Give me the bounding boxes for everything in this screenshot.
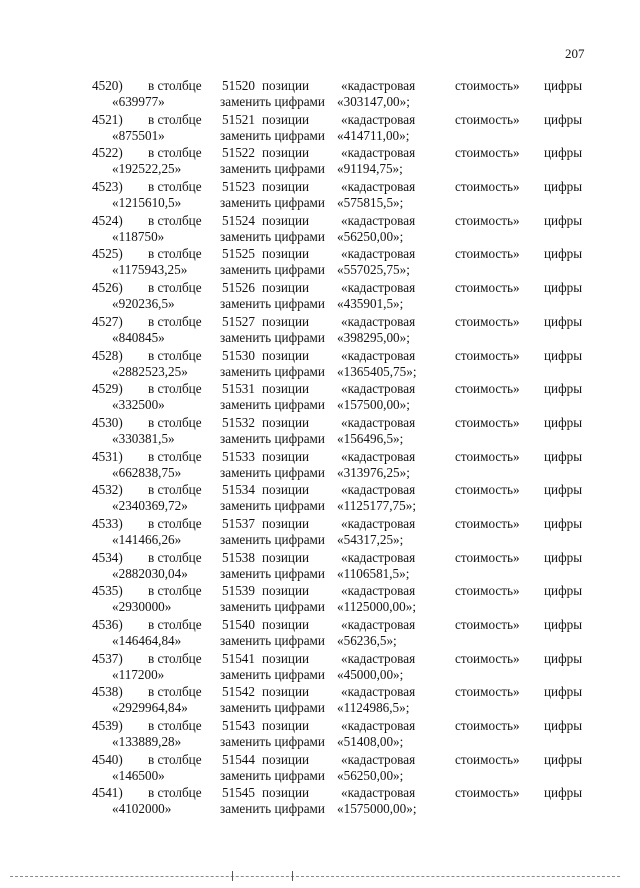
new-value: «1575000,00»;	[337, 801, 417, 817]
page-number: 207	[565, 46, 585, 61]
list-item	[0, 379, 640, 413]
column-word: в столбце	[148, 313, 202, 329]
column-number: 51523	[222, 179, 255, 195]
replace-phrase: заменить цифрами	[220, 127, 325, 143]
old-value: «840845»	[112, 329, 165, 345]
column-number: 51526	[222, 280, 255, 296]
old-value: «141466,26»	[112, 531, 182, 547]
old-value: «2340369,72»	[112, 498, 188, 514]
column-number: 51532	[222, 414, 255, 430]
entry-number: 4528)	[92, 347, 123, 363]
column-number: 51542	[222, 684, 255, 700]
list-item	[0, 143, 640, 177]
column-number: 51540	[222, 617, 255, 632]
new-value: «56250,00»;	[337, 228, 404, 244]
digits-word: цифры	[544, 78, 583, 93]
replace-phrase: заменить цифрами	[220, 464, 325, 480]
replace-phrase: заменить цифрами	[220, 531, 325, 547]
quote-open-word: «кадастровая	[341, 583, 416, 599]
old-value: «662838,75»	[112, 464, 182, 480]
digits-word: цифры	[544, 650, 583, 666]
column-word: в столбце	[148, 448, 202, 464]
column-number: 51534	[222, 482, 255, 498]
quote-close-word: стоимость»	[455, 212, 520, 228]
replace-phrase: заменить цифрами	[220, 430, 325, 446]
position-word: позиции	[262, 78, 310, 93]
list-item	[0, 548, 640, 582]
quote-close-word: стоимость»	[455, 246, 520, 262]
old-value: «1215610,5»	[112, 195, 182, 211]
column-number: 51522	[222, 145, 255, 161]
column-number: 51544	[222, 751, 255, 767]
quote-open-word: «кадастровая	[341, 414, 416, 430]
new-value: «1125000,00»;	[337, 599, 417, 615]
replace-phrase: заменить цифрами	[220, 633, 325, 648]
digits-word: цифры	[544, 785, 583, 801]
old-value: «2882523,25»	[112, 363, 188, 379]
column-word: в столбце	[148, 246, 202, 262]
quote-close-word: стоимость»	[455, 280, 520, 296]
position-word: позиции	[262, 684, 310, 700]
digits-word: цифры	[544, 684, 583, 700]
position-word: позиции	[262, 482, 310, 498]
new-value: «1124986,5»;	[337, 700, 410, 716]
digits-word: цифры	[544, 313, 583, 329]
entry-number: 4534)	[92, 549, 123, 565]
entry-number: 4536)	[92, 617, 123, 632]
old-value: «192522,25»	[112, 161, 182, 177]
digits-word: цифры	[544, 179, 583, 195]
entry-number: 4533)	[92, 515, 123, 531]
quote-close-word: стоимость»	[455, 111, 520, 127]
new-value: «56236,5»;	[337, 633, 397, 648]
replace-phrase: заменить цифрами	[220, 161, 325, 177]
new-value: «414711,00»;	[337, 127, 410, 143]
list-item	[0, 447, 640, 481]
old-value: «639977»	[112, 94, 165, 109]
list-item	[0, 312, 640, 346]
replace-phrase: заменить цифрами	[220, 666, 325, 682]
replace-phrase: заменить цифрами	[220, 700, 325, 716]
replace-phrase: заменить цифрами	[220, 565, 325, 581]
quote-open-word: «кадастровая	[341, 78, 416, 93]
new-value: «575815,5»;	[337, 195, 404, 211]
digits-word: цифры	[544, 111, 583, 127]
new-value: «313976,25»;	[337, 464, 410, 480]
old-value: «332500»	[112, 397, 165, 413]
column-word: в столбце	[148, 280, 202, 296]
column-word: в столбце	[148, 718, 202, 734]
position-word: позиции	[262, 785, 310, 801]
quote-open-word: «кадастровая	[341, 212, 416, 228]
column-word: в столбце	[148, 179, 202, 195]
position-word: позиции	[262, 448, 310, 464]
old-value: «133889,28»	[112, 734, 182, 750]
column-number: 51521	[222, 111, 255, 127]
entry-number: 4537)	[92, 650, 123, 666]
new-value: «435901,5»;	[337, 296, 404, 312]
entry-number: 4520)	[92, 78, 123, 93]
quote-open-word: «кадастровая	[341, 145, 416, 161]
entry-number: 4526)	[92, 280, 123, 296]
quote-close-word: стоимость»	[455, 78, 520, 93]
new-value: «91194,75»;	[337, 161, 403, 177]
position-word: позиции	[262, 751, 310, 767]
replace-phrase: заменить цифрами	[220, 801, 325, 817]
column-word: в столбце	[148, 515, 202, 531]
entry-number: 4531)	[92, 448, 123, 464]
scan-edge-tick	[232, 871, 233, 881]
new-value: «157500,00»;	[337, 397, 410, 413]
digits-word: цифры	[544, 280, 583, 296]
column-word: в столбце	[148, 347, 202, 363]
quote-close-word: стоимость»	[455, 347, 520, 363]
quote-close-word: стоимость»	[455, 785, 520, 801]
replace-phrase: заменить цифрами	[220, 498, 325, 514]
column-word: в столбце	[148, 751, 202, 767]
position-word: позиции	[262, 381, 310, 397]
quote-open-word: «кадастровая	[341, 381, 416, 397]
list-item	[0, 244, 640, 278]
new-value: «54317,25»;	[337, 531, 404, 547]
quote-open-word: «кадастровая	[341, 515, 416, 531]
quote-open-word: «кадастровая	[341, 718, 416, 734]
position-word: позиции	[262, 179, 310, 195]
new-value: «45000,00»;	[337, 666, 404, 682]
quote-open-word: «кадастровая	[341, 751, 416, 767]
list-item	[0, 750, 640, 784]
column-number: 51530	[222, 347, 255, 363]
list-item	[0, 278, 640, 312]
quote-close-word: стоимость»	[455, 145, 520, 161]
entry-number: 4540)	[92, 751, 123, 767]
list-item	[0, 682, 640, 716]
list-item	[0, 346, 640, 380]
entry-number: 4521)	[92, 111, 123, 127]
column-number: 51539	[222, 583, 255, 599]
new-value: «398295,00»;	[337, 329, 410, 345]
replace-phrase: заменить цифрами	[220, 767, 325, 783]
column-word: в столбце	[148, 482, 202, 498]
column-number: 51533	[222, 448, 255, 464]
quote-open-word: «кадастровая	[341, 313, 416, 329]
new-value: «303147,00»;	[337, 94, 410, 109]
entry-number: 4525)	[92, 246, 123, 262]
old-value: «330381,5»	[112, 430, 175, 446]
position-word: позиции	[262, 246, 310, 262]
old-value: «146500»	[112, 767, 165, 783]
quote-close-word: стоимость»	[455, 549, 520, 565]
replace-phrase: заменить цифрами	[220, 599, 325, 615]
entry-number: 4532)	[92, 482, 123, 498]
digits-word: цифры	[544, 751, 583, 767]
column-word: в столбце	[148, 549, 202, 565]
quote-close-word: стоимость»	[455, 482, 520, 498]
column-word: в столбце	[148, 381, 202, 397]
replace-phrase: заменить цифрами	[220, 94, 325, 109]
quote-close-word: стоимость»	[455, 414, 520, 430]
list-item	[0, 615, 640, 649]
column-number: 51537	[222, 515, 255, 531]
quote-close-word: стоимость»	[455, 381, 520, 397]
scan-edge-tick	[292, 871, 293, 881]
old-value: «920236,5»	[112, 296, 175, 312]
quote-open-word: «кадастровая	[341, 482, 416, 498]
column-number: 51531	[222, 381, 255, 397]
column-word: в столбце	[148, 111, 202, 127]
quote-open-word: «кадастровая	[341, 617, 416, 632]
quote-open-word: «кадастровая	[341, 785, 416, 801]
column-word: в столбце	[148, 785, 202, 801]
replace-phrase: заменить цифрами	[220, 734, 325, 750]
entry-number: 4535)	[92, 583, 123, 599]
column-number: 51525	[222, 246, 255, 262]
old-value: «2929964,84»	[112, 700, 188, 716]
old-value: «2930000»	[112, 599, 172, 615]
digits-word: цифры	[544, 145, 583, 161]
position-word: позиции	[262, 212, 310, 228]
entry-number: 4524)	[92, 212, 123, 228]
quote-open-word: «кадастровая	[341, 246, 416, 262]
quote-open-word: «кадастровая	[341, 347, 416, 363]
list-item	[0, 514, 640, 548]
old-value: «875501»	[112, 127, 165, 143]
column-word: в столбце	[148, 650, 202, 666]
column-number: 51527	[222, 313, 255, 329]
digits-word: цифры	[544, 617, 583, 632]
quote-close-word: стоимость»	[455, 583, 520, 599]
digits-word: цифры	[544, 381, 583, 397]
list-item	[0, 110, 640, 144]
list-item	[0, 177, 640, 211]
digits-word: цифры	[544, 583, 583, 599]
position-word: позиции	[262, 347, 310, 363]
old-value: «146464,84»	[112, 633, 182, 648]
position-word: позиции	[262, 313, 310, 329]
entry-number: 4527)	[92, 313, 123, 329]
column-number: 51541	[222, 650, 255, 666]
quote-close-word: стоимость»	[455, 751, 520, 767]
quote-close-word: стоимость»	[455, 617, 520, 632]
digits-word: цифры	[544, 482, 583, 498]
column-number: 51543	[222, 718, 255, 734]
list-item	[0, 480, 640, 514]
digits-word: цифры	[544, 212, 583, 228]
entry-number: 4529)	[92, 381, 123, 397]
list-item	[0, 413, 640, 447]
new-value: «1365405,75»;	[337, 363, 417, 379]
column-number: 51545	[222, 785, 255, 801]
column-word: в столбце	[148, 583, 202, 599]
entry-number: 4539)	[92, 718, 123, 734]
quote-close-word: стоимость»	[455, 684, 520, 700]
old-value: «4102000»	[112, 801, 172, 817]
digits-word: цифры	[544, 246, 583, 262]
digits-word: цифры	[544, 718, 583, 734]
position-word: позиции	[262, 111, 310, 127]
column-number: 51520	[222, 78, 255, 93]
column-number: 51538	[222, 549, 255, 565]
entries-list	[0, 76, 640, 817]
quote-open-word: «кадастровая	[341, 280, 416, 296]
quote-close-word: стоимость»	[455, 515, 520, 531]
digits-word: цифры	[544, 448, 583, 464]
column-number: 51524	[222, 212, 255, 228]
scan-edge-line	[10, 876, 620, 877]
position-word: позиции	[262, 583, 310, 599]
quote-close-word: стоимость»	[455, 179, 520, 195]
position-word: позиции	[262, 515, 310, 531]
column-word: в столбце	[148, 684, 202, 700]
column-word: в столбце	[148, 78, 202, 93]
list-item	[0, 716, 640, 750]
new-value: «56250,00»;	[337, 767, 404, 783]
replace-phrase: заменить цифрами	[220, 195, 325, 211]
list-item	[0, 211, 640, 245]
list-item	[0, 581, 640, 615]
entry-number: 4523)	[92, 179, 123, 195]
digits-word: цифры	[544, 347, 583, 363]
list-item	[0, 783, 640, 817]
position-word: позиции	[262, 414, 310, 430]
quote-open-word: «кадастровая	[341, 684, 416, 700]
position-word: позиции	[262, 718, 310, 734]
new-value: «156496,5»;	[337, 430, 404, 446]
position-word: позиции	[262, 650, 310, 666]
position-word: позиции	[262, 145, 310, 161]
column-word: в столбце	[148, 212, 202, 228]
position-word: позиции	[262, 617, 310, 632]
column-word: в столбце	[148, 617, 202, 632]
new-value: «51408,00»;	[337, 734, 404, 750]
position-word: позиции	[262, 280, 310, 296]
column-word: в столбце	[148, 145, 202, 161]
position-word: позиции	[262, 549, 310, 565]
replace-phrase: заменить цифрами	[220, 329, 325, 345]
list-item	[0, 76, 640, 110]
new-value: «1125177,75»;	[337, 498, 417, 514]
old-value: «1175943,25»	[112, 262, 188, 278]
entry-number: 4522)	[92, 145, 123, 161]
quote-open-word: «кадастровая	[341, 549, 416, 565]
new-value: «557025,75»;	[337, 262, 410, 278]
replace-phrase: заменить цифрами	[220, 296, 325, 312]
old-value: «2882030,04»	[112, 565, 188, 581]
digits-word: цифры	[544, 549, 583, 565]
old-value: «118750»	[112, 228, 165, 244]
digits-word: цифры	[544, 515, 583, 531]
entry-number: 4541)	[92, 785, 123, 801]
digits-word: цифры	[544, 414, 583, 430]
replace-phrase: заменить цифрами	[220, 363, 325, 379]
replace-phrase: заменить цифрами	[220, 397, 325, 413]
column-word: в столбце	[148, 414, 202, 430]
quote-close-word: стоимость»	[455, 650, 520, 666]
quote-open-word: «кадастровая	[341, 448, 416, 464]
list-item	[0, 649, 640, 683]
quote-close-word: стоимость»	[455, 718, 520, 734]
entry-number: 4530)	[92, 414, 123, 430]
quote-open-word: «кадастровая	[341, 650, 416, 666]
new-value: «1106581,5»;	[337, 565, 410, 581]
old-value: «117200»	[112, 666, 165, 682]
quote-open-word: «кадастровая	[341, 179, 416, 195]
quote-open-word: «кадастровая	[341, 111, 416, 127]
replace-phrase: заменить цифрами	[220, 262, 325, 278]
replace-phrase: заменить цифрами	[220, 228, 325, 244]
quote-close-word: стоимость»	[455, 448, 520, 464]
quote-close-word: стоимость»	[455, 313, 520, 329]
entry-number: 4538)	[92, 684, 123, 700]
